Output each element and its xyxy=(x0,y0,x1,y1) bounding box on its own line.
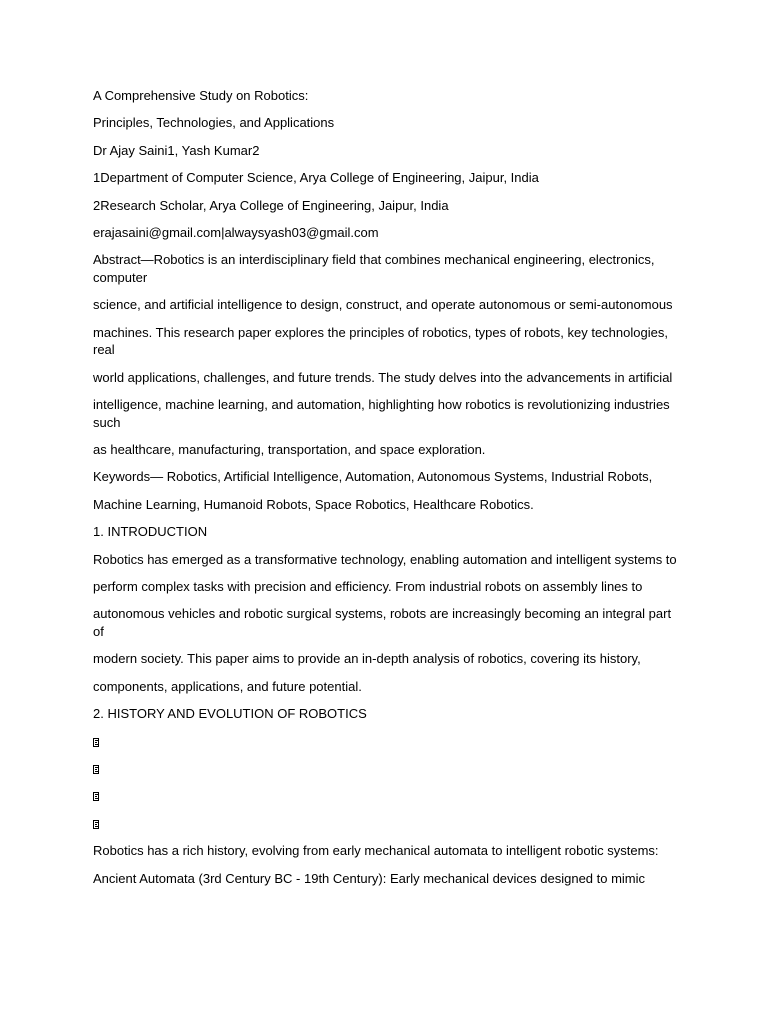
title-line-2: Principles, Technologies, and Applications xyxy=(93,115,335,131)
history-line: Ancient Automata (3rd Century BC - 19th Century): Early mechanical devices designed to mimic xyxy=(93,870,646,886)
bullet-placeholder-glyph xyxy=(93,733,683,751)
missing-glyph-icon xyxy=(93,792,99,801)
abstract-line: intelligence, machine learning, and automation, highlighting how robotics is revolutionizing industries such xyxy=(93,397,670,430)
introduction-line: perform complex tasks with precision and efficiency. From industrial robots on assembly lines to xyxy=(93,579,643,595)
introduction-line: modern society. This paper aims to provide an in-depth analysis of robotics, covering its history, xyxy=(93,651,641,667)
missing-glyph-icon xyxy=(93,820,99,829)
authors: Dr Ajay Saini1, Yash Kumar2 xyxy=(93,142,260,158)
section-heading-history: 2. HISTORY AND EVOLUTION OF ROBOTICS xyxy=(93,706,367,722)
abstract-line: science, and artificial intelligence to design, construct, and operate autonomous or semi-autonomous xyxy=(93,297,673,313)
introduction-line: autonomous vehicles and robotic surgical systems, robots are increasingly becoming an integral part of xyxy=(93,606,672,640)
affiliation-2: 2Research Scholar, Arya College of Engineering, Jaipur, India xyxy=(93,197,449,213)
introduction-line: components, applications, and future potential. xyxy=(93,678,362,694)
missing-glyph-icon xyxy=(93,765,99,774)
bullet-placeholder-glyph xyxy=(93,815,683,833)
keywords-line: Keywords— Robotics, Artificial Intelligence, Automation, Autonomous Systems, Industrial Robots, xyxy=(93,469,653,485)
abstract-line: as healthcare, manufacturing, transportation, and space exploration. xyxy=(93,442,486,458)
section-heading-introduction: 1. INTRODUCTION xyxy=(93,524,208,540)
affiliation-1: 1Department of Computer Science, Arya College of Engineering, Jaipur, India xyxy=(93,170,539,186)
email-addresses: erajasaini@gmail.com|alwaysyash03@gmail.com xyxy=(93,224,379,240)
abstract-line: Abstract—Robotics is an interdisciplinary field that combines mechanical engineering, electronics, computer xyxy=(93,252,655,285)
missing-glyph-icon xyxy=(93,738,99,747)
title-line-1: A Comprehensive Study on Robotics: xyxy=(93,88,309,103)
history-line: Robotics has a rich history, evolving from early mechanical automata to intelligent robotic systems: xyxy=(93,843,659,859)
abstract-line: machines. This research paper explores the principles of robotics, types of robots, key technologies, real xyxy=(93,324,668,358)
document-page xyxy=(93,87,683,897)
bullet-placeholder-glyph xyxy=(93,760,683,778)
bullet-placeholder-glyph xyxy=(93,787,683,805)
introduction-line: Robotics has emerged as a transformative technology, enabling automation and intelligent systems to xyxy=(93,551,677,567)
abstract-line: world applications, challenges, and future trends. The study delves into the advancements in artificial xyxy=(93,369,673,385)
keywords-line: Machine Learning, Humanoid Robots, Space Robotics, Healthcare Robotics. xyxy=(93,496,534,512)
